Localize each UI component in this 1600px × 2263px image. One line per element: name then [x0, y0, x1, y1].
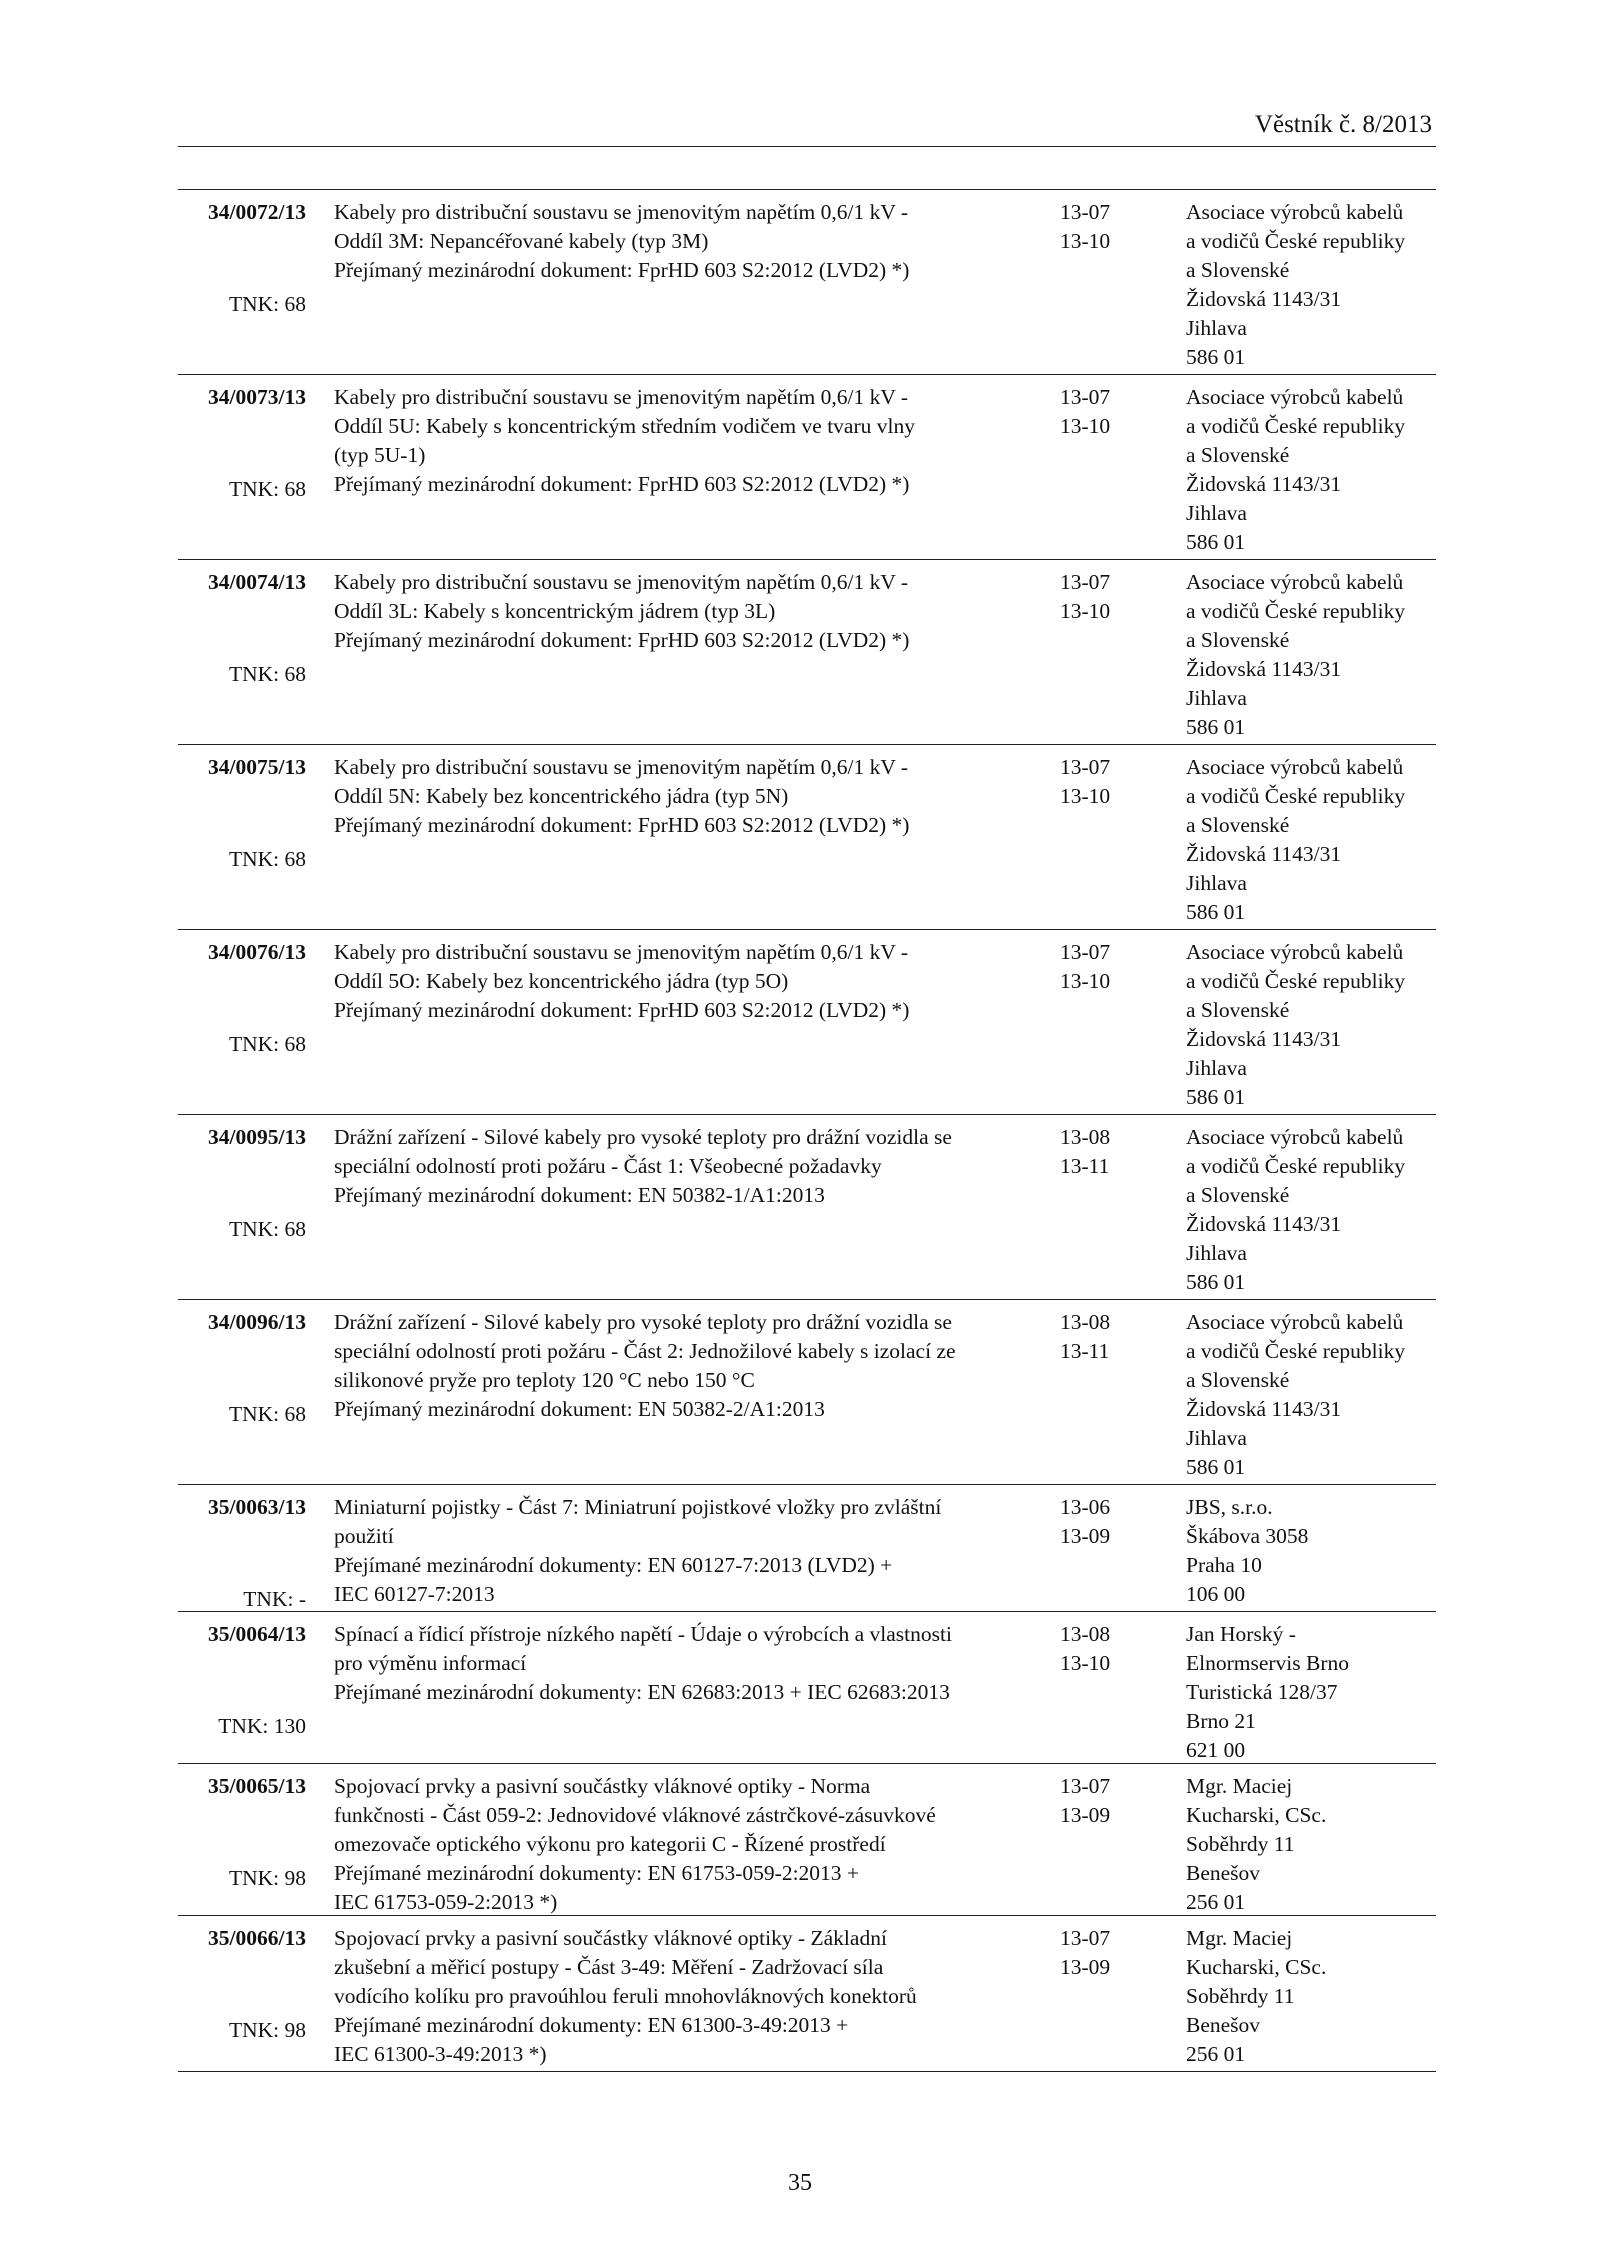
entry-address-line: Benešov — [1186, 2013, 1261, 2037]
entry-address-line: 586 01 — [1186, 715, 1246, 739]
entry-dates-line: 13-06 — [1060, 1495, 1111, 1519]
entry-address-line: Mgr. Maciej — [1186, 1774, 1293, 1798]
entry-description — [334, 568, 1034, 655]
entry-description-line: funkčnosti - Část 059-2: Jednovidové vláknové zástrčkové-zásuvkové — [334, 1803, 936, 1827]
entry-id-cell — [178, 753, 306, 871]
entry-address-line: Židovská 1143/31 — [1186, 1397, 1342, 1421]
entry-address-line: Židovská 1143/31 — [1186, 657, 1342, 681]
entry-address-line: Kucharski, CSc. — [1186, 1803, 1327, 1827]
entry-address-line: Židovská 1143/31 — [1186, 842, 1342, 866]
entry-description-line: Přejímaný mezinárodní dokument: FprHD 603 S2:2012 (LVD2) *) — [334, 628, 910, 652]
entry-address-line: Soběhrdy 11 — [1186, 1832, 1295, 1856]
entry-description-line: Spojovací prvky a pasivní součástky vláknové optiky - Základní — [334, 1926, 887, 1950]
entry-address-line: a vodičů České republiky — [1186, 1154, 1406, 1178]
entry-description-line: použití — [334, 1524, 394, 1548]
table-row — [178, 1115, 1436, 1300]
entry-address-line: Jihlava — [1186, 1241, 1247, 1265]
entry-address-line: Asociace výrobců kabelů — [1186, 1310, 1404, 1334]
entry-tnk: TNK: 68 — [228, 662, 306, 686]
entry-address-line: Jihlava — [1186, 1426, 1247, 1450]
entry-description — [334, 1924, 1034, 2069]
entry-description — [334, 383, 1034, 499]
entry-dates — [1060, 568, 1140, 626]
table-row — [178, 1612, 1436, 1764]
entry-dates — [1060, 753, 1140, 811]
entry-address-line: Asociace výrobců kabelů — [1186, 570, 1404, 594]
entry-description-line: Miniaturní pojistky - Část 7: Miniatruní pojistkové vložky pro zvláštní — [334, 1495, 942, 1519]
entry-address-line: Kucharski, CSc. — [1186, 1955, 1327, 1979]
entry-id-cell — [178, 1924, 306, 2042]
entry-dates-line: 13-10 — [1060, 599, 1111, 623]
entry-dates-line: 13-07 — [1060, 1774, 1111, 1798]
entry-address-line: a Slovenské — [1186, 443, 1290, 467]
entry-tnk: TNK: 98 — [228, 1866, 306, 1890]
entry-address-line: 621 00 — [1186, 1738, 1246, 1762]
entry-number: 35/0063/13 — [208, 1495, 306, 1519]
entry-address-line: 586 01 — [1186, 345, 1246, 369]
entry-address — [1186, 383, 1436, 557]
entry-number: 34/0096/13 — [208, 1310, 306, 1334]
entry-tnk: TNK: 68 — [228, 847, 306, 871]
entry-address-line: Elnormservis Brno — [1186, 1651, 1350, 1675]
entry-description — [334, 938, 1034, 1025]
entry-address-line: a Slovenské — [1186, 628, 1290, 652]
entry-dates-line: 13-08 — [1060, 1310, 1111, 1334]
entry-description-line: omezovače optického výkonu pro kategorii C - Řízené prostředí — [334, 1832, 886, 1856]
entry-address — [1186, 568, 1436, 742]
entry-address-line: Škábova 3058 — [1186, 1524, 1309, 1548]
entry-description-line: Přejímané mezinárodní dokumenty: EN 60127-7:2013 (LVD2) + — [334, 1553, 893, 1577]
table-row — [178, 375, 1436, 560]
entry-address-line: JBS, s.r.o. — [1186, 1495, 1273, 1519]
entry-address-line: a Slovenské — [1186, 1183, 1290, 1207]
entry-description-line: Kabely pro distribuční soustavu se jmenovitým napětím 0,6/1 kV - — [334, 940, 909, 964]
entry-address-line: Mgr. Maciej — [1186, 1926, 1293, 1950]
entry-dates-line: 13-10 — [1060, 969, 1111, 993]
entry-description-line: silikonové pryže pro teploty 120 °C nebo 150 °C — [334, 1368, 755, 1392]
entry-description-line: Přejímané mezinárodní dokumenty: EN 61753-059-2:2013 + — [334, 1861, 860, 1885]
entry-dates — [1060, 383, 1140, 441]
entry-address-line: a Slovenské — [1186, 258, 1290, 282]
entry-address-line: 586 01 — [1186, 1455, 1246, 1479]
entry-description — [334, 1493, 1034, 1609]
entry-description — [334, 753, 1034, 840]
entry-description-line: Kabely pro distribuční soustavu se jmenovitým napětím 0,6/1 kV - — [334, 200, 909, 224]
entry-address-line: Asociace výrobců kabelů — [1186, 755, 1404, 779]
entry-dates-line: 13-10 — [1060, 1651, 1111, 1675]
table-row — [178, 930, 1436, 1115]
entry-dates-line: 13-10 — [1060, 784, 1111, 808]
entry-number: 34/0073/13 — [208, 385, 306, 409]
entry-tnk: TNK: 68 — [228, 292, 306, 316]
entry-number: 35/0066/13 — [208, 1926, 306, 1950]
entry-number: 34/0076/13 — [208, 940, 306, 964]
entry-id-cell — [178, 1620, 306, 1738]
entry-dates-line: 13-07 — [1060, 200, 1111, 224]
entry-description-line: Přejímaný mezinárodní dokument: FprHD 603 S2:2012 (LVD2) *) — [334, 472, 910, 496]
entry-address-line: Jan Horský - — [1186, 1622, 1296, 1646]
entry-tnk: TNK: 98 — [228, 2018, 306, 2042]
entry-description-line: (typ 5U-1) — [334, 443, 426, 467]
table-row — [178, 1300, 1436, 1485]
entry-dates-line: 13-07 — [1060, 385, 1111, 409]
entry-description-line: Oddíl 5O: Kabely bez koncentrického jádra (typ 5O) — [334, 969, 789, 993]
entry-description-line: Přejímané mezinárodní dokumenty: EN 62683:2013 + IEC 62683:2013 — [334, 1680, 950, 1704]
standards-table — [178, 189, 1436, 2072]
entry-address-line: Židovská 1143/31 — [1186, 1212, 1342, 1236]
entry-dates-line: 13-11 — [1060, 1154, 1110, 1178]
entry-description-line: speciální odolností proti požáru - Část 1: Všeobecné požadavky — [334, 1154, 882, 1178]
entry-description-line: Oddíl 5N: Kabely bez koncentrického jádra (typ 5N) — [334, 784, 789, 808]
entry-description-line: Spínací a řídicí přístroje nízkého napětí - Údaje o výrobcích a vlastnosti — [334, 1622, 952, 1646]
entry-description-line: Kabely pro distribuční soustavu se jmenovitým napětím 0,6/1 kV - — [334, 755, 909, 779]
entry-tnk: TNK: 68 — [228, 1402, 306, 1426]
entry-dates — [1060, 198, 1140, 256]
entry-description-line: zkušební a měřicí postupy - Část 3-49: Měření - Zadržovací síla — [334, 1955, 884, 1979]
entry-address-line: a vodičů České republiky — [1186, 599, 1406, 623]
entry-id-cell — [178, 1308, 306, 1426]
entry-address — [1186, 198, 1436, 372]
entry-id-cell — [178, 1123, 306, 1241]
entry-address-line: 586 01 — [1186, 900, 1246, 924]
entry-address-line: 256 01 — [1186, 2042, 1246, 2066]
entry-address-line: Turistická 128/37 — [1186, 1680, 1338, 1704]
entry-dates-line: 13-10 — [1060, 414, 1111, 438]
entry-description-line: Kabely pro distribuční soustavu se jmenovitým napětím 0,6/1 kV - — [334, 385, 909, 409]
entry-address-line: Asociace výrobců kabelů — [1186, 1125, 1404, 1149]
entry-dates-line: 13-07 — [1060, 755, 1111, 779]
entry-number: 34/0072/13 — [208, 200, 306, 224]
entry-address-line: a vodičů České republiky — [1186, 229, 1406, 253]
entry-address — [1186, 753, 1436, 927]
entry-address-line: a vodičů České republiky — [1186, 969, 1406, 993]
entry-dates-line: 13-10 — [1060, 229, 1111, 253]
entry-description-line: Oddíl 5U: Kabely s koncentrickým středním vodičem ve tvaru vlny — [334, 414, 915, 438]
page-header — [178, 110, 1436, 147]
entry-address-line: 586 01 — [1186, 1270, 1246, 1294]
entry-address-line: a Slovenské — [1186, 998, 1290, 1022]
entry-dates — [1060, 1772, 1140, 1830]
entry-description-line: Přejímaný mezinárodní dokument: FprHD 603 S2:2012 (LVD2) *) — [334, 813, 910, 837]
entry-address-line: Benešov — [1186, 1861, 1261, 1885]
entry-description — [334, 1308, 1034, 1424]
page-number: 35 — [788, 2170, 812, 2196]
entry-description-line: speciální odolností proti požáru - Část 2: Jednožilové kabely s izolací ze — [334, 1339, 956, 1363]
entry-number: 34/0075/13 — [208, 755, 306, 779]
entry-address-line: Jihlava — [1186, 1056, 1247, 1080]
entry-description-line: Drážní zařízení - Silové kabely pro vysoké teploty pro drážní vozidla se — [334, 1310, 952, 1334]
entry-dates-line: 13-09 — [1060, 1955, 1111, 1979]
page-title: Věstník č. 8/2013 — [1254, 111, 1432, 138]
entry-address — [1186, 1308, 1436, 1482]
entry-description-line: IEC 61300-3-49:2013 *) — [334, 2042, 547, 2066]
entry-description-line: Přejímaný mezinárodní dokument: FprHD 603 S2:2012 (LVD2) *) — [334, 998, 910, 1022]
table-row — [178, 1485, 1436, 1612]
entry-description-line: Oddíl 3M: Nepancéřované kabely (typ 3M) — [334, 229, 709, 253]
entry-address-line: 256 01 — [1186, 1890, 1246, 1914]
entry-description-line: Kabely pro distribuční soustavu se jmenovitým napětím 0,6/1 kV - — [334, 570, 909, 594]
entry-dates — [1060, 1123, 1140, 1181]
entry-address-line: a vodičů České republiky — [1186, 1339, 1406, 1363]
entry-description-line: Přejímaný mezinárodní dokument: EN 50382-2/A1:2013 — [334, 1397, 825, 1421]
entry-description-line: vodícího kolíku pro pravoúhlou feruli mnohovláknových konektorů — [334, 1984, 917, 2008]
entry-number: 34/0074/13 — [208, 570, 306, 594]
entry-description-line: Oddíl 3L: Kabely s koncentrickým jádrem (typ 3L) — [334, 599, 776, 623]
entry-dates — [1060, 1924, 1140, 1982]
entry-dates — [1060, 1620, 1140, 1678]
entry-address — [1186, 1123, 1436, 1297]
entry-address-line: Brno 21 — [1186, 1709, 1256, 1733]
entry-id-cell — [178, 1493, 306, 1611]
entry-address-line: Asociace výrobců kabelů — [1186, 385, 1404, 409]
table-row — [178, 745, 1436, 930]
entry-address-line: a vodičů České republiky — [1186, 414, 1406, 438]
entry-tnk: TNK: 68 — [228, 1032, 306, 1056]
entry-number: 34/0095/13 — [208, 1125, 306, 1149]
entry-description-line: Přejímaný mezinárodní dokument: FprHD 603 S2:2012 (LVD2) *) — [334, 258, 910, 282]
entry-address-line: 586 01 — [1186, 1085, 1246, 1109]
entry-dates — [1060, 938, 1140, 996]
entry-description — [334, 198, 1034, 285]
table-row — [178, 1916, 1436, 2072]
entry-dates-line: 13-09 — [1060, 1524, 1111, 1548]
table-row — [178, 1764, 1436, 1916]
entry-number: 35/0064/13 — [208, 1622, 306, 1646]
entry-address-line: Jihlava — [1186, 871, 1247, 895]
entry-dates — [1060, 1308, 1140, 1366]
entry-address-line: Jihlava — [1186, 316, 1247, 340]
entry-dates-line: 13-07 — [1060, 940, 1111, 964]
entry-dates-line: 13-07 — [1060, 1926, 1111, 1950]
entry-address — [1186, 938, 1436, 1112]
entry-address-line: a vodičů České republiky — [1186, 784, 1406, 808]
entry-address-line: Židovská 1143/31 — [1186, 287, 1342, 311]
entry-address-line: a Slovenské — [1186, 1368, 1290, 1392]
entry-description-line: IEC 60127-7:2013 — [334, 1582, 495, 1606]
entry-address-line: Jihlava — [1186, 501, 1247, 525]
entry-address-line: Asociace výrobců kabelů — [1186, 940, 1404, 964]
entry-description — [334, 1123, 1034, 1210]
entry-address — [1186, 1620, 1436, 1765]
entry-address-line: 586 01 — [1186, 530, 1246, 554]
entry-address-line: 106 00 — [1186, 1582, 1246, 1606]
entry-description-line: Přejímaný mezinárodní dokument: EN 50382-1/A1:2013 — [334, 1183, 825, 1207]
entry-id-cell — [178, 383, 306, 501]
entry-description-line: Přejímané mezinárodní dokumenty: EN 61300-3-49:2013 + — [334, 2013, 849, 2037]
entry-dates-line: 13-11 — [1060, 1339, 1110, 1363]
entry-address — [1186, 1924, 1436, 2069]
entry-address — [1186, 1493, 1436, 1609]
entry-dates-line: 13-08 — [1060, 1125, 1111, 1149]
entry-address-line: Jihlava — [1186, 686, 1247, 710]
entry-description — [334, 1772, 1034, 1917]
entry-description-line: Spojovací prvky a pasivní součástky vláknové optiky - Norma — [334, 1774, 871, 1798]
entry-address-line: a Slovenské — [1186, 813, 1290, 837]
entry-description-line: Drážní zařízení - Silové kabely pro vysoké teploty pro drážní vozidla se — [334, 1125, 952, 1149]
entry-address-line: Asociace výrobců kabelů — [1186, 200, 1404, 224]
entry-description-line: pro výměnu informací — [334, 1651, 527, 1675]
entry-dates-line: 13-08 — [1060, 1622, 1111, 1646]
entry-tnk: TNK: 68 — [228, 477, 306, 501]
entry-tnk: TNK: - — [243, 1587, 306, 1611]
table-row — [178, 560, 1436, 745]
entry-dates-line: 13-07 — [1060, 570, 1111, 594]
entry-id-cell — [178, 1772, 306, 1890]
entry-id-cell — [178, 568, 306, 686]
entry-tnk: TNK: 130 — [218, 1714, 306, 1738]
entry-id-cell — [178, 198, 306, 316]
entry-address-line: Židovská 1143/31 — [1186, 472, 1342, 496]
entry-description-line: IEC 61753-059-2:2013 *) — [334, 1890, 558, 1914]
entry-number: 35/0065/13 — [208, 1774, 306, 1798]
entry-id-cell — [178, 938, 306, 1056]
table-row — [178, 190, 1436, 375]
entry-address — [1186, 1772, 1436, 1917]
entry-address-line: Židovská 1143/31 — [1186, 1027, 1342, 1051]
entry-address-line: Soběhrdy 11 — [1186, 1984, 1295, 2008]
entry-address-line: Praha 10 — [1186, 1553, 1262, 1577]
entry-description — [334, 1620, 1034, 1707]
entry-dates-line: 13-09 — [1060, 1803, 1111, 1827]
entry-tnk: TNK: 68 — [228, 1217, 306, 1241]
entry-dates — [1060, 1493, 1140, 1551]
